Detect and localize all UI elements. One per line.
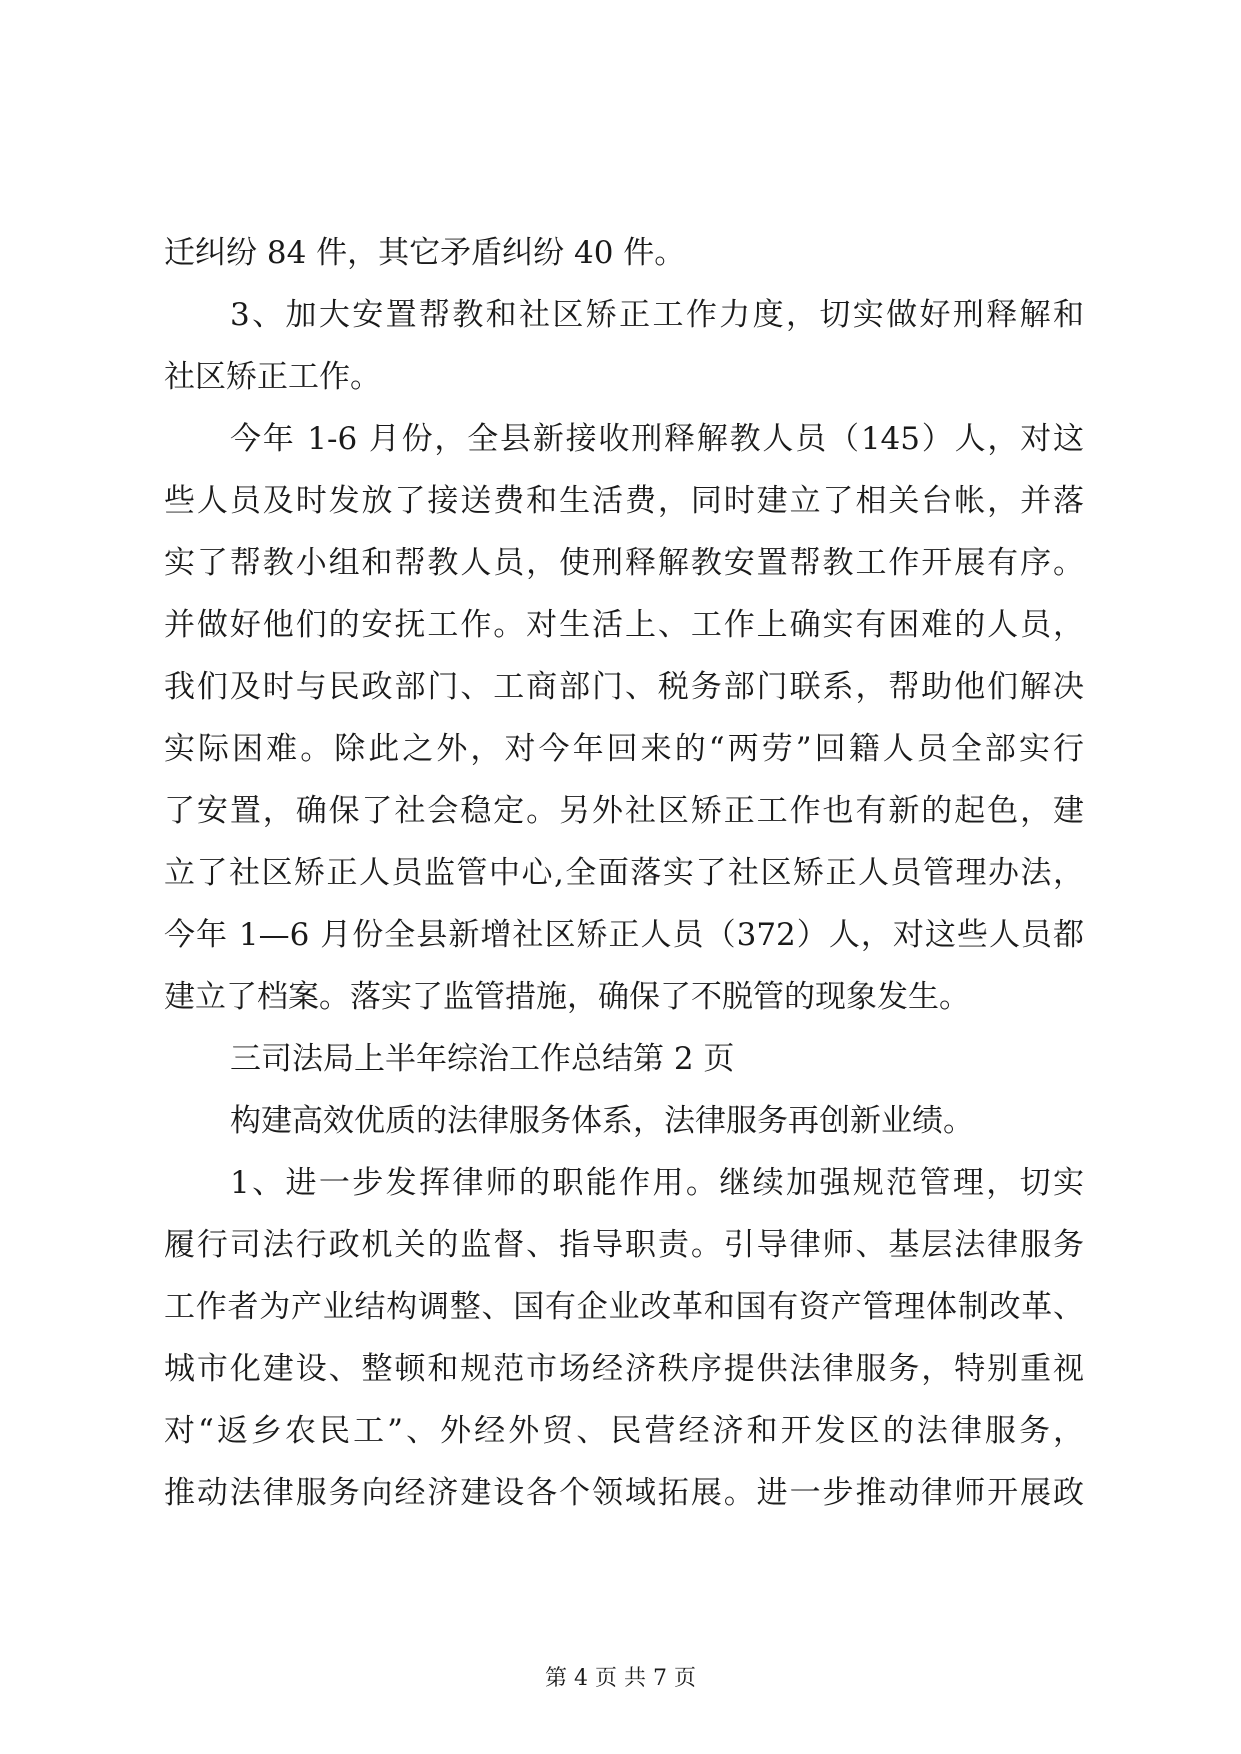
text-line: 实际困难。除此之外，对今年回来的“两劳”回籍人员全部实行 [164, 731, 1084, 767]
text-line: 工作者为产业结构调整、国有企业改革和国有资产管理体制改革、 [164, 1289, 1084, 1325]
text-line: 构建高效优质的法律服务体系，法律服务再创新业绩。 [230, 1103, 974, 1139]
text-line: 履行司法行政机关的监督、指导职责。引导律师、基层法律服务 [164, 1227, 1084, 1263]
text-line: 三司法局上半年综治工作总结第 2 页 [230, 1041, 735, 1077]
text-line: 迁纠纷 84 件，其它矛盾纠纷 40 件。 [164, 235, 686, 271]
text-line: 1、进一步发挥律师的职能作用。继续加强规范管理，切实 [230, 1165, 1084, 1201]
page-footer: 第 4 页 共 7 页 [545, 1666, 696, 1691]
text-line: 3、加大安置帮教和社区矫正工作力度，切实做好刑释解和 [230, 297, 1084, 333]
text-line: 建立了档案。落实了监管措施，确保了不脱管的现象发生。 [164, 979, 970, 1015]
text-line: 今年 1-6 月份，全县新接收刑释解教人员（145）人，对这 [230, 421, 1084, 457]
text-line: 并做好他们的安抚工作。对生活上、工作上确实有困难的人员， [164, 607, 1084, 643]
text-line: 实了帮教小组和帮教人员，使刑释解教安置帮教工作开展有序。 [164, 545, 1084, 581]
text-line: 些人员及时发放了接送费和生活费，同时建立了相关台帐，并落 [164, 483, 1084, 519]
text-line: 立了社区矫正人员监管中心,全面落实了社区矫正人员管理办法， [164, 855, 1084, 891]
document-body [164, 222, 1084, 1524]
text-line: 了安置，确保了社会稳定。另外社区矫正工作也有新的起色，建 [164, 793, 1084, 829]
text-line: 城市化建设、整顿和规范市场经济秩序提供法律服务，特别重视 [164, 1351, 1084, 1387]
text-line: 今年 1—6 月份全县新增社区矫正人员（372）人，对这些人员都 [164, 917, 1084, 953]
text-line: 我们及时与民政部门、工商部门、税务部门联系，帮助他们解决 [164, 669, 1084, 705]
text-line: 推动法律服务向经济建设各个领域拓展。进一步推动律师开展政 [164, 1475, 1084, 1511]
text-line: 对“返乡农民工”、外经外贸、民营经济和开发区的法律服务， [164, 1413, 1084, 1449]
text-line: 社区矫正工作。 [164, 359, 381, 395]
